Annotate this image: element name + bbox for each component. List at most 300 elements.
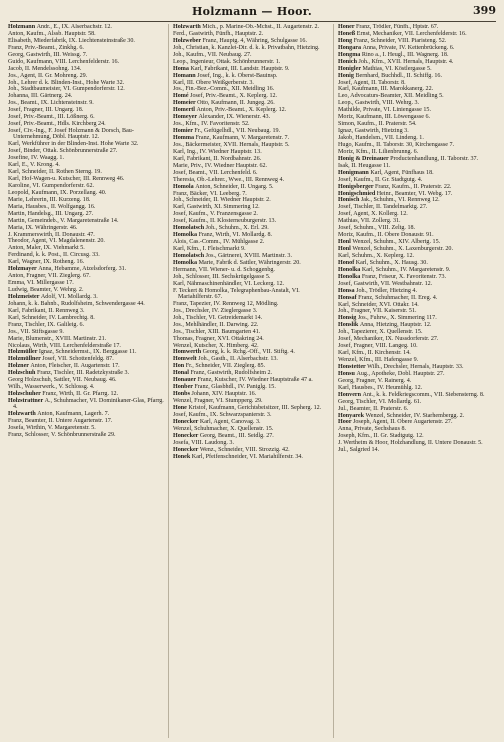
entry-details: Wilh., Wasserwerk., V. Schlossg. 4. [8, 384, 95, 391]
directory-entry [8, 225, 165, 231]
entry-surname: Honal [173, 370, 191, 377]
directory-entry [173, 170, 330, 176]
entry-surname: Homwelt [173, 356, 199, 363]
entry-details: Elisabeth, Miederfabrik, IX. Liechtensteinstraße 30. [8, 37, 135, 44]
entry-details: Jul., Beamter, II. Praterstr. 6. [338, 405, 409, 412]
entry-details: Josefa, Wirthin, V. Margaretenstr. 5. [8, 425, 96, 432]
directory-entry [8, 59, 165, 65]
directory-entry [8, 308, 165, 314]
directory-columns [8, 24, 498, 738]
directory-entry [8, 398, 165, 411]
directory-entry [173, 288, 330, 301]
directory-entry [173, 419, 330, 425]
directory-entry [338, 253, 495, 259]
entry-details: Josef, Kaufm., II. Klosterneuburgerstr. 13. [173, 218, 277, 225]
entry-surname: Honigsberger [338, 183, 375, 190]
entry-details: Josef, VII. Schottenfeldg. 87. [42, 356, 114, 363]
directory-entry [173, 336, 330, 342]
directory-entry [8, 425, 165, 431]
directory-entry [338, 406, 495, 412]
directory-entry [338, 295, 495, 301]
entry-details: Jos., Gärtnerei, XVIII. Martinstr. 3. [205, 252, 292, 259]
entry-details: Karl, Pfeifenschneider, VI. Mariahilferstr. 34. [191, 453, 303, 460]
entry-details: Bernhard, Buchhdl., II. Schiffg. 16. [355, 72, 442, 79]
directory-entry [338, 86, 495, 92]
directory-entry [338, 204, 495, 210]
directory-entry [338, 184, 495, 190]
directory-entry [8, 169, 165, 175]
entry-details: Nicolaus, Wirth, VIII. Lerchenfelderstraße 17. [8, 342, 121, 349]
entry-details: Wenzel, Schuhmacher, X. Quellenstr. 15. [173, 425, 274, 432]
entry-details: Franz, Wirth, II. Gr. Pfarrg. 12. [42, 391, 119, 398]
entry-details: Joh., Tischler, VI. Getreidemarkt 14. [173, 314, 263, 321]
entry-details: Fr., Gefügelhdl., VII. Neubaug. 19. [194, 128, 281, 135]
entry-surname: Homé [173, 93, 191, 100]
directory-entry [173, 426, 330, 432]
entry-details: Jos., Mehlhändler, II. Darwing. 22. [173, 321, 259, 328]
entry-surname: Honof [338, 259, 356, 266]
directory-entry [8, 418, 165, 424]
entry-details: Georg, Beamt., III. Seidlg. 27. [199, 432, 274, 439]
entry-details: Mathias, VI. Köstlergasse 5. [362, 65, 432, 72]
entry-details: Marie, Fabrik d. Sattler, Währingerstr. 20. [198, 259, 301, 266]
directory-entry [173, 24, 330, 30]
directory-entry [173, 308, 330, 314]
directory-entry [173, 370, 330, 376]
directory-entry [173, 454, 330, 460]
entry-details: Wenzel, Schuhm., X. Laxenburgerstr. 20. [352, 246, 454, 252]
directory-entry [338, 343, 495, 349]
entry-details: Jul., Salgried 14. [338, 447, 380, 454]
directory-entry [338, 274, 495, 280]
entry-details: Karl, Kfm., I. Fleischmarkt 9. [173, 246, 246, 252]
entry-details: Josef, Ing., k. k. Oberst-Bauinsp. [197, 72, 278, 79]
entry-surname: Homolatsch [173, 252, 206, 259]
entry-surname: Holzmeister [8, 293, 41, 300]
directory-entry [173, 356, 330, 362]
directory-entry [338, 31, 495, 37]
directory-entry [338, 392, 495, 398]
directory-entry [8, 273, 165, 279]
entry-details: Georg, Fragner, V. Rainerg. 4. [338, 377, 412, 384]
directory-entry [8, 197, 165, 203]
entry-details: Franz, Schuhmacher, II. Ereg. 4. [358, 294, 438, 301]
entry-details: Karl, Hausbes., IV. Heumühlg. 12. [338, 384, 423, 391]
entry-details: Franz, Trödler, Fünfh., Hptstr. 67. [356, 24, 439, 30]
entry-surname: Honl [338, 246, 353, 252]
entry-surname: Hon [173, 363, 186, 370]
entry-details: Jos., Kfm., IV. Favoritenstr. 52. [173, 121, 250, 128]
entry-details: Franz, Kutscher, IV. Wiedner Hauptstraße 47 a. [197, 377, 313, 384]
directory-entry [8, 162, 165, 168]
entry-details: Jos., Fuhrw., X. Simmering 117. [357, 315, 437, 322]
entry-details: Jacob, II. Mendelssohng. 134. [8, 65, 82, 72]
entry-surname: Honsaf [338, 294, 359, 301]
directory-entry [338, 267, 495, 273]
entry-details: Josef, Kaufm., II. Gr. Stadtgutg. 4. [338, 176, 423, 183]
entry-surname: Hongara [338, 44, 363, 51]
directory-entry [8, 24, 165, 30]
entry-details: Josef, Binder, Ottak. Schönbrunnerstraße 27. [8, 148, 118, 155]
entry-details: Wenzel, Fragner, VI. Stumpperg. 29. [173, 398, 263, 405]
directory-entry [8, 322, 165, 328]
directory-entry [8, 329, 165, 335]
entry-details: Anna, Private, Sechshaus 8. [338, 426, 407, 433]
entry-details: Alexander, IX. Wienerstr. 43. [198, 114, 271, 121]
entry-details: Jak., Schuhm., VI. Rennweg 12. [360, 197, 440, 204]
directory-entry [338, 135, 495, 141]
directory-entry [338, 45, 495, 51]
entry-details: Josef, Kaufm., V. Franzensgasse 2. [173, 211, 258, 218]
entry-details: Georg, k. k. Rchg.-Off., VII. Stiftg. 4. [202, 349, 295, 356]
entry-details: Wenzel, Kutscher, X. Himberg. 42. [173, 342, 259, 349]
directory-entry [338, 246, 495, 252]
entry-details: Karl, Schuhm., X. Keplerg. 12. [338, 252, 415, 259]
directory-entry [173, 274, 330, 280]
directory-entry [338, 419, 495, 425]
entry-surname: Homertl [173, 107, 197, 114]
directory-entry [173, 301, 330, 307]
directory-entry [338, 426, 495, 432]
entry-surname: Holzmann [8, 24, 37, 30]
entry-details: Anton, Schneider, II. Ungarg. 5. [195, 183, 274, 190]
directory-entry [338, 211, 495, 217]
directory-entry [338, 156, 495, 162]
directory-entry [8, 252, 165, 258]
entry-details: Mathilde, Private, VI. Liniengasse 15. [338, 107, 431, 114]
entry-surname: Honbs [173, 391, 192, 398]
directory-entry [8, 148, 165, 154]
entry-details: Karoline, VI. Gumpendorferstr. 62. [8, 182, 95, 189]
directory-entry [8, 190, 165, 196]
entry-details: Wenzel, Schneider, IV. Starhembergg. 2. [365, 412, 465, 419]
entry-details: Georg, Gastwirth, III. Weissg. 7. [8, 51, 88, 58]
entry-details: Mathias, VII. Zollerg. 31. [338, 218, 401, 225]
entry-details: Karl, Schuhm., IV. Margaretenstr. 9. [361, 266, 451, 273]
entry-details: Karl, Schneider, IV. Lambrechtg. 8. [8, 314, 95, 321]
entry-details: Marie, Blumenstr., XVIII. Martinstr. 21. [8, 335, 107, 342]
directory-entry [8, 363, 165, 369]
entry-surname: Holzner [8, 363, 31, 370]
entry-surname: Honecker [173, 432, 200, 439]
directory-entry [173, 260, 330, 266]
entry-details: Simon, Kaufm., II. Praterstr. 54. [338, 121, 417, 128]
entry-surname: Honsa [338, 287, 357, 294]
entry-details: Theodor, Agent, VI. Magdalenenstr. 20. [8, 238, 105, 245]
entry-details: Franz, Tischler, III. Radetzkystraße 3. [36, 370, 130, 377]
directory-entry [8, 93, 165, 99]
directory-entry [8, 356, 165, 362]
entry-details: Fr., Schneider, VII. Zieglerg. 85. [185, 363, 266, 370]
directory-entry [8, 287, 165, 293]
entry-surname: Honeß [338, 30, 357, 37]
directory-entry [338, 281, 495, 287]
entry-surname: Homolatsch [173, 225, 206, 232]
directory-entry [338, 38, 495, 44]
entry-details: Jos., Agent, II. Gr. Mohreng. 29. [8, 72, 88, 79]
directory-entry [173, 135, 330, 141]
entry-details: Franz, Schlosser, V. Schönbrunnerstraße 29. [8, 432, 116, 439]
directory-entry [173, 73, 330, 79]
directory-entry [8, 232, 165, 238]
entry-details: Jakob, Handelsm., VII. Lindeng. 1. [338, 135, 424, 141]
directory-entry [338, 350, 495, 356]
directory-entry [8, 204, 165, 210]
directory-entry [8, 301, 165, 307]
entry-surname: Honauer [173, 377, 198, 384]
entry-details: Josefa, VIII. Laudong. 3. [173, 439, 234, 446]
entry-details: Isak, II. Heugasse 11. [338, 162, 391, 169]
entry-details: Aug., Apotheke, Dobl. Hauptstr. 27. [356, 370, 445, 377]
directory-entry [8, 349, 165, 355]
directory-entry [173, 204, 330, 210]
entry-surname: Holzschuh [8, 370, 37, 377]
entry-details: Alois, Cas.-Comm., IV. Mühlgasse 2. [173, 239, 265, 246]
entry-details: Joh., Tapezierer, X. Quellenstr. 15. [338, 329, 423, 336]
entry-details: Rino a., I. Heugl., III. Wagnerg. 18. [361, 51, 449, 58]
entry-details: Anton, Maler, IX. Viehmarkt 5. [8, 245, 85, 252]
directory-entry [8, 294, 165, 300]
entry-surname: Honvern [338, 391, 363, 398]
entry-details: Joh., Stadtbaumeister, VI. Gumpendorferstr. 12. [8, 86, 125, 93]
entry-surname: Holzweber [173, 37, 203, 44]
directory-entry [173, 322, 330, 328]
entry-details: Hermann, VII. Wiener- u. d. Schoggenbg. [173, 266, 275, 273]
entry-details: Maria, IX. Währingerstr. 46. [8, 224, 78, 231]
column-3 [338, 24, 498, 738]
entry-surname: Holzmüllner [8, 356, 43, 363]
directory-entry [338, 128, 495, 134]
entry-details: Ant., k. k. Feldkriegscomm., VII. Siebensterng. 8. [362, 391, 485, 398]
entry-details: Franz, Gastwirth, Rudolfsheim 2. [190, 370, 273, 377]
entry-details: Marie, Priv., IV. Wiedner Hauptstr. 62. [173, 162, 268, 169]
entry-surname: Honigmann [338, 169, 371, 176]
directory-entry [338, 440, 495, 446]
directory-entry [173, 114, 330, 120]
entry-details: J. Wertheim & Hoor, Holzhandlung, II. Untere Donaustr. 5. [338, 440, 483, 447]
directory-entry [173, 315, 330, 321]
entry-details: Josefine, IV. Waagg. 1. [8, 155, 64, 162]
entry-details: Karl, Agent, Fünfhaus 18. [370, 169, 434, 176]
directory-entry [8, 315, 165, 321]
directory-entry [8, 141, 165, 147]
entry-surname: Hongma [338, 51, 362, 58]
entry-details: Anna, Hebamme, Atzelsdorferg. 31. [38, 266, 127, 273]
entry-details: Anna, Hietzing, Hauptstr. 12. [359, 322, 432, 329]
directory-entry [8, 259, 165, 265]
directory-entry [8, 100, 165, 106]
directory-entry [173, 163, 330, 169]
directory-entry [8, 176, 165, 182]
entry-details: Joh., Schuhm., X. Erl. 29. [205, 225, 269, 232]
entry-surname: Honer [338, 24, 356, 30]
directory-entry [173, 128, 330, 134]
entry-surname: Honolka [338, 273, 362, 280]
directory-entry [173, 398, 330, 404]
directory-entry [8, 31, 165, 37]
entry-details: Anton, Fragner, VII. Zieglerg. 67. [8, 273, 91, 280]
directory-entry [338, 142, 495, 148]
entry-details: Martin, Handelsg., III. Ungarg. 27. [8, 210, 94, 217]
directory-entry [8, 411, 165, 417]
directory-entry [8, 80, 165, 86]
entry-details: Karl, Schuhm., X. Hausg. 30. [355, 259, 428, 266]
column-2 [173, 24, 334, 738]
entry-details: Ferdinand, k. k. Post., II. Circusg. 33. [8, 252, 100, 259]
entry-surname: Holzmayer [8, 266, 39, 273]
entry-details: Joh., Kaufm., VII. Neubaug. 27. [173, 51, 252, 58]
directory-entry [338, 288, 495, 294]
directory-entry [173, 384, 330, 390]
directory-entry [338, 191, 495, 197]
entry-details: Franz, Beamter, II. Untere Augartenstr. 17. [8, 418, 113, 425]
directory-entry [338, 170, 495, 176]
entry-details: Josef, Priv.-Beamt., Hdls. Kirchberg 24. [8, 121, 106, 128]
directory-entry [173, 142, 330, 148]
directory-entry [8, 245, 165, 251]
entry-details: Jos., Tischler, XIII. Baumgarten 41. [173, 328, 261, 335]
entry-details: Guido, Kaufmann, VIII. Lerchenfelderstr. 16. [8, 58, 120, 65]
page-header [0, 4, 504, 20]
entry-details: Karl, Fabrikant, III. Landstr. Hauptstr. 9. [190, 65, 290, 72]
directory-entry [173, 31, 330, 37]
entry-details: Heinr., Beamter, VI. Webg. 17. [376, 190, 453, 197]
entry-details: Josef, Schuhm., VIII. Zeltg. 18. [338, 225, 416, 232]
directory-entry [173, 253, 330, 259]
entry-details: Franz, Friseur, X. Favoritenstr. 73. [361, 273, 447, 280]
entry-details: Maria, Hausbes., II. Wolfgangg. 16. [8, 203, 96, 210]
directory-entry [173, 363, 330, 369]
entry-surname: Honyarek [338, 412, 366, 419]
directory-entry [8, 391, 165, 397]
directory-entry [338, 218, 495, 224]
entry-details: Joh., Trödler, Hietzing 4. [356, 287, 417, 294]
entry-details: Joseph, Kfm., II. Gr. Stadtgutg. 12. [338, 433, 424, 440]
entry-details: Karl, Werkführer in der Blinden-Inst. Hohe Warte 32. [8, 141, 139, 148]
entry-surname: Honecker [173, 446, 200, 453]
directory-entry [8, 86, 165, 92]
directory-entry [338, 52, 495, 58]
entry-details: Joh., Christian, k. Kanzlei-Dir. d. k. k. Privatbahn, Hietzing. [173, 44, 320, 51]
entry-details: Karl, Gastwirth, XI. Simmering 12. [173, 204, 260, 211]
entry-details: Leopold, Kaufmann, IX. Porzellang. 40. [8, 189, 107, 196]
entry-details: Josef, Beamt., VII. Lerchenfeld. 6. [173, 169, 258, 176]
directory-entry [173, 177, 330, 183]
entry-details: Joh., Schlosser, III. Sechskrügelgasse 5. [173, 273, 271, 280]
entry-details: Anton, Fleischer, II. Augartenstr. 17. [30, 363, 120, 370]
directory-entry [338, 302, 495, 308]
entry-details: Karl, Fabrikant, II. Nordbahnstr. 26. [173, 155, 262, 162]
directory-entry [173, 218, 330, 224]
entry-surname: Honich [338, 58, 359, 65]
directory-entry [173, 405, 330, 411]
entry-details: Marie, Lehrerin, III. Kurzeng. 18. [8, 196, 91, 203]
directory-entry [338, 73, 495, 79]
directory-entry [173, 52, 330, 58]
directory-entry [173, 184, 330, 190]
entry-details: Moriz, Kaufmann, III. Löwengasse 6. [338, 114, 431, 121]
directory-entry [338, 121, 495, 127]
entry-details: F. Teckert & Homolka, Telegraphenbau-Anstalt, VI. Mariahilferstr. 67. [173, 287, 300, 300]
entry-surname: Honig [338, 72, 356, 79]
entry-details: Franz, Tapezier, IV. Rennweg 12, Mödling. [173, 300, 279, 307]
entry-surname: Honecker [173, 418, 200, 425]
entry-surname: Homeyer [173, 114, 199, 121]
entry-details: Franz, Tischler, IX. Galileig. 6. [8, 321, 85, 328]
entry-surname: Homolka [173, 259, 199, 266]
directory-entry [338, 177, 495, 183]
entry-details: Karl, Schneider, II. Rothen Sterng. 19. [8, 169, 102, 176]
directory-entry [173, 225, 330, 231]
entry-surname: Holzwarth [8, 411, 38, 418]
entry-details: Ignaz, Schneidermst., IX. Berggasse 11. [38, 349, 137, 356]
entry-surname: Hong [338, 37, 354, 44]
directory-entry [8, 432, 165, 438]
directory-entry [338, 100, 495, 106]
entry-details: Jos., Beamt., IX. Lichtensteinstr. 9. [8, 100, 94, 107]
entry-details: Ignaz, Gastwirth, Hietzing 3. [338, 128, 409, 135]
entry-details: Franz, Wirth, VI. Mollardg. 8. [198, 232, 273, 239]
entry-details: Adolf, VI. Mollardg. 3. [40, 293, 98, 300]
entry-surname: Hone [173, 404, 189, 411]
directory-entry [8, 377, 165, 383]
directory-entry [173, 239, 330, 245]
directory-entry [338, 385, 495, 391]
entry-details: Joh., Fragner, VII. Kaiserstr. 51. [338, 308, 417, 315]
directory-entry [173, 121, 330, 127]
entry-details: Hugo, Kaufm., II. Taborstr. 30, Kirchengasse 7. [338, 141, 455, 148]
directory-entry [8, 38, 165, 44]
directory-entry [173, 59, 330, 65]
entry-details: Karl, Hof-Wagen-u. Kutscher, III. Rennweg 46. [8, 176, 125, 183]
directory-entry [173, 281, 330, 287]
directory-entry [8, 52, 165, 58]
directory-entry [173, 211, 330, 217]
directory-entry [173, 100, 330, 106]
directory-entry [338, 308, 495, 314]
entry-surname: Honigschmied [338, 190, 377, 197]
entry-details: Theresia, Ob.-Lehrer., Wwe., III. Rennweg 4. [173, 176, 285, 183]
directory-entry [338, 114, 495, 120]
entry-details: Franz, Hauptg. 4, Währing, Schulgasse 16. [202, 37, 307, 44]
directory-entry [173, 267, 330, 273]
entry-details: Otto, Kaufmann, II. Jungeg. 26. [197, 100, 275, 107]
directory-entry [338, 239, 495, 245]
entry-details: Thomas, Fragner, XVI. Ottakring 24. [173, 335, 264, 342]
entry-details: Karl, Fabrikant, II. Rennweg 3. [8, 307, 85, 314]
entry-surname: Honisch [338, 197, 361, 204]
directory-entry [173, 197, 330, 203]
directory-entry [8, 343, 165, 349]
directory-entry [8, 128, 165, 141]
entry-details: Joh., Gasth., II. Alserbachstr. 13. [198, 356, 278, 363]
entry-surname: Homolka [173, 232, 199, 239]
running-head: Holzmann — Hoor. [191, 5, 313, 18]
entry-details: Ernst, Mechaniker, VII. Lerchenfelderstr. 16. [356, 30, 467, 37]
entry-details: Anton, Priv.-Beamt., X. Keplerg. 12. [196, 107, 287, 114]
entry-details: Jos., Bäckermeister, XVII. Hernals, Hauptstr. 5. [173, 141, 290, 148]
directory-entry [338, 315, 495, 321]
page-number: 399 [473, 4, 496, 17]
directory-entry [173, 433, 330, 439]
entry-surname: Holzwarth [173, 24, 203, 30]
directory-entry [338, 59, 495, 65]
entry-surname: Holzmüller [8, 349, 39, 356]
entry-surname: Homwerth [173, 349, 203, 356]
directory-entry [8, 107, 165, 113]
directory-entry [8, 155, 165, 161]
entry-details: Joh., Lehrer d. k. Blinden-Inst., Hohe Warte 32. [8, 79, 125, 86]
